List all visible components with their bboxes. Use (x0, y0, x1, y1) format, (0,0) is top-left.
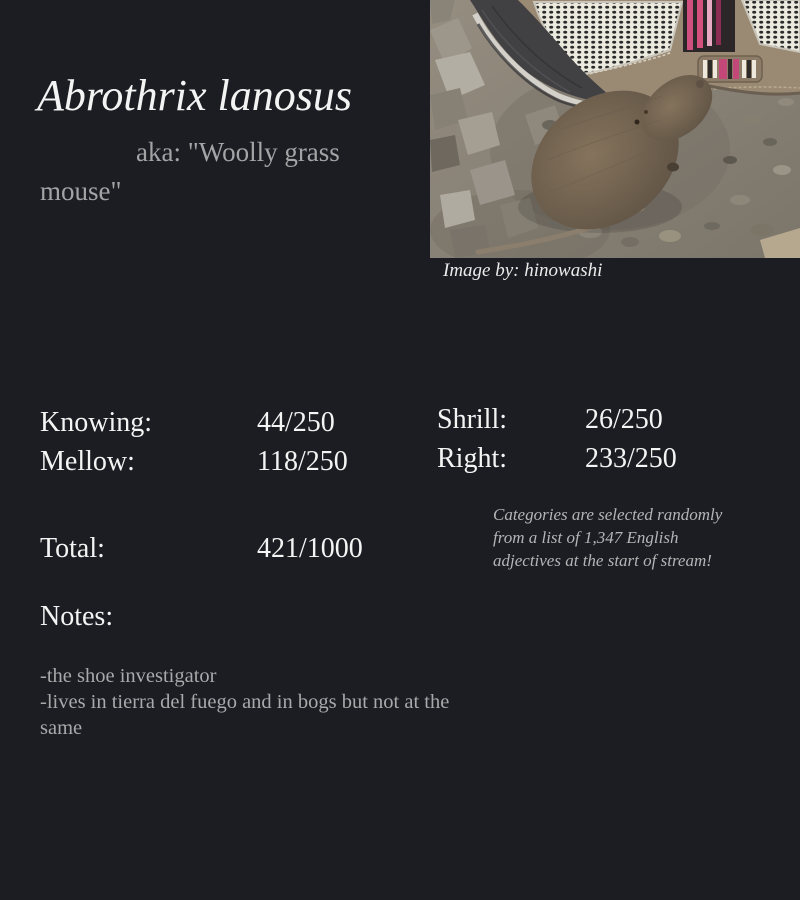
note-item: -lives in tierra del fuego and in bogs but not at the same (40, 691, 450, 739)
mouse-and-shoe-photo-illustration (430, 0, 800, 258)
species-photo (430, 0, 800, 258)
stats-column-left (40, 403, 348, 481)
page-title: Abrothrix lanosus (37, 71, 352, 120)
stat-row-mellow (40, 442, 348, 481)
note-item: -the shoe investigator (40, 665, 217, 687)
stat-value: 118/250 (257, 446, 348, 477)
notes-list (40, 663, 495, 741)
categories-disclaimer: Categories are selected randomly from a list of 1,347 English adjectives at the start of stream! (493, 505, 723, 570)
total-label: Total: (40, 533, 105, 564)
photo-credit: Image by: hinowashi (443, 260, 603, 281)
stat-row-knowing (40, 403, 348, 442)
stat-row-total (40, 529, 363, 568)
species-nickname: aka: "Woolly grass mouse" (40, 137, 340, 206)
stat-value: 26/250 (585, 404, 663, 435)
stat-label: Knowing: (40, 407, 152, 438)
stat-row-shrill (437, 400, 677, 439)
stats-column-right (437, 400, 677, 478)
stat-value: 44/250 (257, 407, 335, 438)
stat-label: Shrill: (437, 404, 508, 435)
stat-value: 233/250 (585, 443, 677, 474)
total-value: 421/1000 (257, 533, 363, 564)
stat-label: Right: (437, 443, 508, 474)
stat-label: Mellow: (40, 446, 135, 477)
notes-heading: Notes: (40, 601, 114, 632)
stat-row-right (437, 439, 677, 478)
